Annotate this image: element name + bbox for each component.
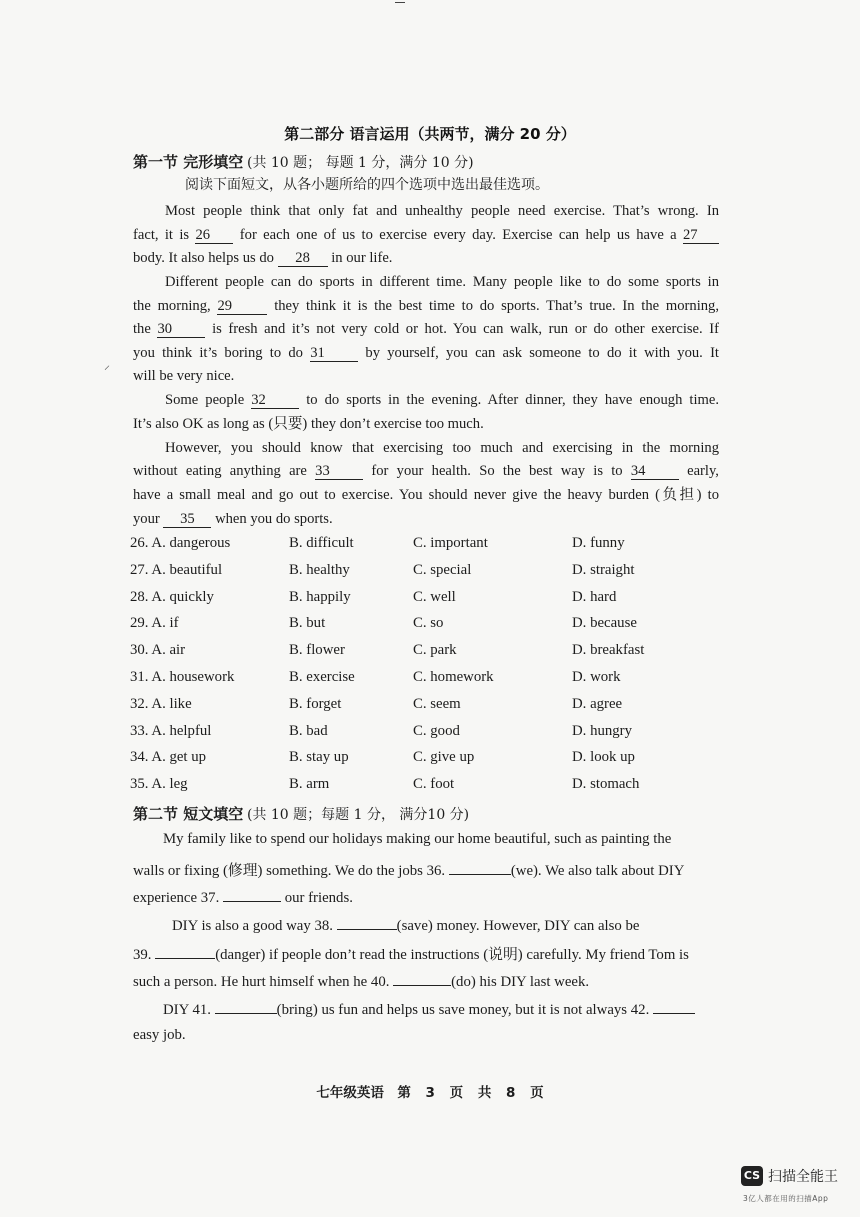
option-row xyxy=(130,615,730,637)
blank-30: 30 xyxy=(157,321,205,338)
option-c: C. seem xyxy=(413,695,461,712)
passage-line: without eating anything are 33 for your health. So the best way is to 34 early, xyxy=(133,463,719,479)
option-a: 31. A. housework xyxy=(130,669,235,685)
fill-line: walls or fixing (修理) something. We do the jobs 36. (we). We also talk about DIY xyxy=(133,859,727,880)
option-a: 28. A. quickly xyxy=(130,588,214,605)
blank-38 xyxy=(337,915,397,930)
passage-line: you think it’s boring to do 31 by yourself, you can ask someone to do it with you. It xyxy=(133,345,719,361)
section1-info: (共 10 题； 每题 1 分，满分 10 分) xyxy=(246,155,474,171)
fill-line: easy job. xyxy=(133,1027,186,1043)
option-a: 29. A. if xyxy=(130,615,179,632)
blank-39 xyxy=(155,944,215,959)
passage-line: will be very nice. xyxy=(133,368,235,384)
option-c: C. good xyxy=(413,722,460,739)
option-b: B. flower xyxy=(289,642,345,659)
option-a: 34. A. get up xyxy=(130,749,207,766)
blank-37 xyxy=(223,887,281,902)
option-b: B. forget xyxy=(289,695,342,712)
section1-instruction: 阅读下面短文，从各小题所给的四个选项中选出最佳选项。 xyxy=(185,177,549,193)
blank-28: 28 xyxy=(278,250,328,267)
scan-mark xyxy=(395,2,405,3)
passage-line: Different people can do sports in different time. Many people like to do some sports in xyxy=(165,274,719,290)
blank-34: 34 xyxy=(631,463,679,480)
option-b: B. but xyxy=(289,615,326,632)
option-row xyxy=(130,535,730,557)
passage-line: body. It also helps us do 28 in our life. xyxy=(133,250,393,266)
scan-mark-side: ⸝ xyxy=(104,358,111,372)
option-b: B. bad xyxy=(289,722,328,739)
fill-line: DIY 41. (bring) us fun and helps us save money, but it is not always 42. xyxy=(163,999,757,1019)
option-row xyxy=(130,562,730,584)
passage-line: the 30 is fresh and it’s not very cold or hot. You can walk, run or do other exercise. If xyxy=(133,321,719,337)
passage-line: Most people think that only fat and unhealthy people need exercise. That’s wrong. In xyxy=(165,203,719,219)
option-d: D. straight xyxy=(572,561,635,578)
blank-42 xyxy=(653,999,695,1014)
blank-32: 32 xyxy=(251,392,299,409)
option-d: D. hungry xyxy=(572,722,633,739)
section2-name: 第二节 短文填空 xyxy=(133,805,244,823)
passage-line: your 35 when you do sports. xyxy=(133,511,333,527)
blank-31: 31 xyxy=(310,345,358,362)
blank-27: 27 xyxy=(683,227,719,244)
option-b: B. stay up xyxy=(289,749,349,766)
option-b: B. healthy xyxy=(289,561,350,578)
page-footer: 七年级英语 第 3 页 共 8 页 xyxy=(316,1085,544,1101)
option-b: B. difficult xyxy=(289,535,354,551)
option-c: C. important xyxy=(413,535,488,551)
passage-line: However, you should know that exercising too much and exercising in the morning xyxy=(165,440,719,456)
option-row xyxy=(130,749,730,771)
passage-line: have a small meal and go out to exercise. You should never give the heavy burden (负担) to xyxy=(133,487,719,503)
option-d: D. stomach xyxy=(572,776,640,793)
blank-36 xyxy=(449,860,511,875)
passage-line: Some people 32 to do sports in the evening. After dinner, they have enough time. xyxy=(165,392,719,408)
option-d: D. because xyxy=(572,615,637,632)
camscanner-name: 扫描全能王 xyxy=(768,1169,838,1185)
passage-line: It’s also OK as long as (只要) they don’t exercise too much. xyxy=(133,416,484,432)
option-d: D. hard xyxy=(572,588,617,605)
fill-line: DIY is also a good way 38. (save) money. However, DIY can also be xyxy=(172,915,766,935)
fill-line: 39. (danger) if people don’t read the instructions (说明) carefully. My friend Tom is xyxy=(133,943,727,964)
fill-line: such a person. He hurt himself when he 40. (do) his DIY last week. xyxy=(133,971,727,991)
section2-heading xyxy=(133,803,469,824)
blank-29: 29 xyxy=(217,298,267,315)
camscanner-slogan: 3亿人都在用的扫描App xyxy=(743,1194,829,1203)
passage-line: fact, it is 26 for each one of us to exercise every day. Exercise can help us have a 27 xyxy=(133,225,719,245)
section2-info: (共 10 题；每题 1 分， 满分10 分) xyxy=(246,807,470,823)
option-a: 35. A. leg xyxy=(130,776,188,793)
blank-40 xyxy=(393,971,451,986)
fill-line: My family like to spend our holidays making our home beautiful, such as painting the xyxy=(163,831,672,847)
option-c: C. special xyxy=(413,561,472,578)
option-d: D. work xyxy=(572,669,621,685)
option-row xyxy=(130,696,730,718)
option-b: B. exercise xyxy=(289,669,355,685)
option-row xyxy=(130,776,730,798)
option-b: B. arm xyxy=(289,776,330,793)
option-c: C. give up xyxy=(413,749,475,766)
option-b: B. happily xyxy=(289,588,351,605)
option-c: C. homework xyxy=(413,669,494,685)
option-row xyxy=(130,669,730,691)
option-row xyxy=(130,642,730,664)
option-a: 27. A. beautiful xyxy=(130,561,223,578)
blank-33: 33 xyxy=(315,463,363,480)
option-a: 32. A. like xyxy=(130,695,192,712)
option-c: C. so xyxy=(413,615,444,632)
option-a: 26. A. dangerous xyxy=(130,535,231,551)
fill-line: experience 37. our friends. xyxy=(133,887,727,907)
section1-heading xyxy=(133,151,474,172)
blank-35: 35 xyxy=(163,511,211,528)
passage-line: the morning, 29 they think it is the best time to do sports. That’s true. In the morning, xyxy=(133,298,719,314)
camscanner-logo-icon: CS xyxy=(741,1166,763,1186)
section1-name: 第一节 完形填空 xyxy=(133,153,244,171)
option-a: 33. A. helpful xyxy=(130,722,212,739)
option-d: D. look up xyxy=(572,749,635,766)
option-d: D. breakfast xyxy=(572,642,645,659)
blank-41 xyxy=(215,999,277,1014)
option-c: C. park xyxy=(413,642,457,659)
option-row xyxy=(130,723,730,745)
option-c: C. well xyxy=(413,588,456,605)
option-row xyxy=(130,589,730,611)
blank-26: 26 xyxy=(195,227,233,244)
option-c: C. foot xyxy=(413,776,455,793)
option-d: D. funny xyxy=(572,535,625,551)
option-d: D. agree xyxy=(572,695,623,712)
part-title: 第二部分 语言运用（共两节，满分 20 分） xyxy=(284,125,576,143)
option-a: 30. A. air xyxy=(130,642,186,659)
